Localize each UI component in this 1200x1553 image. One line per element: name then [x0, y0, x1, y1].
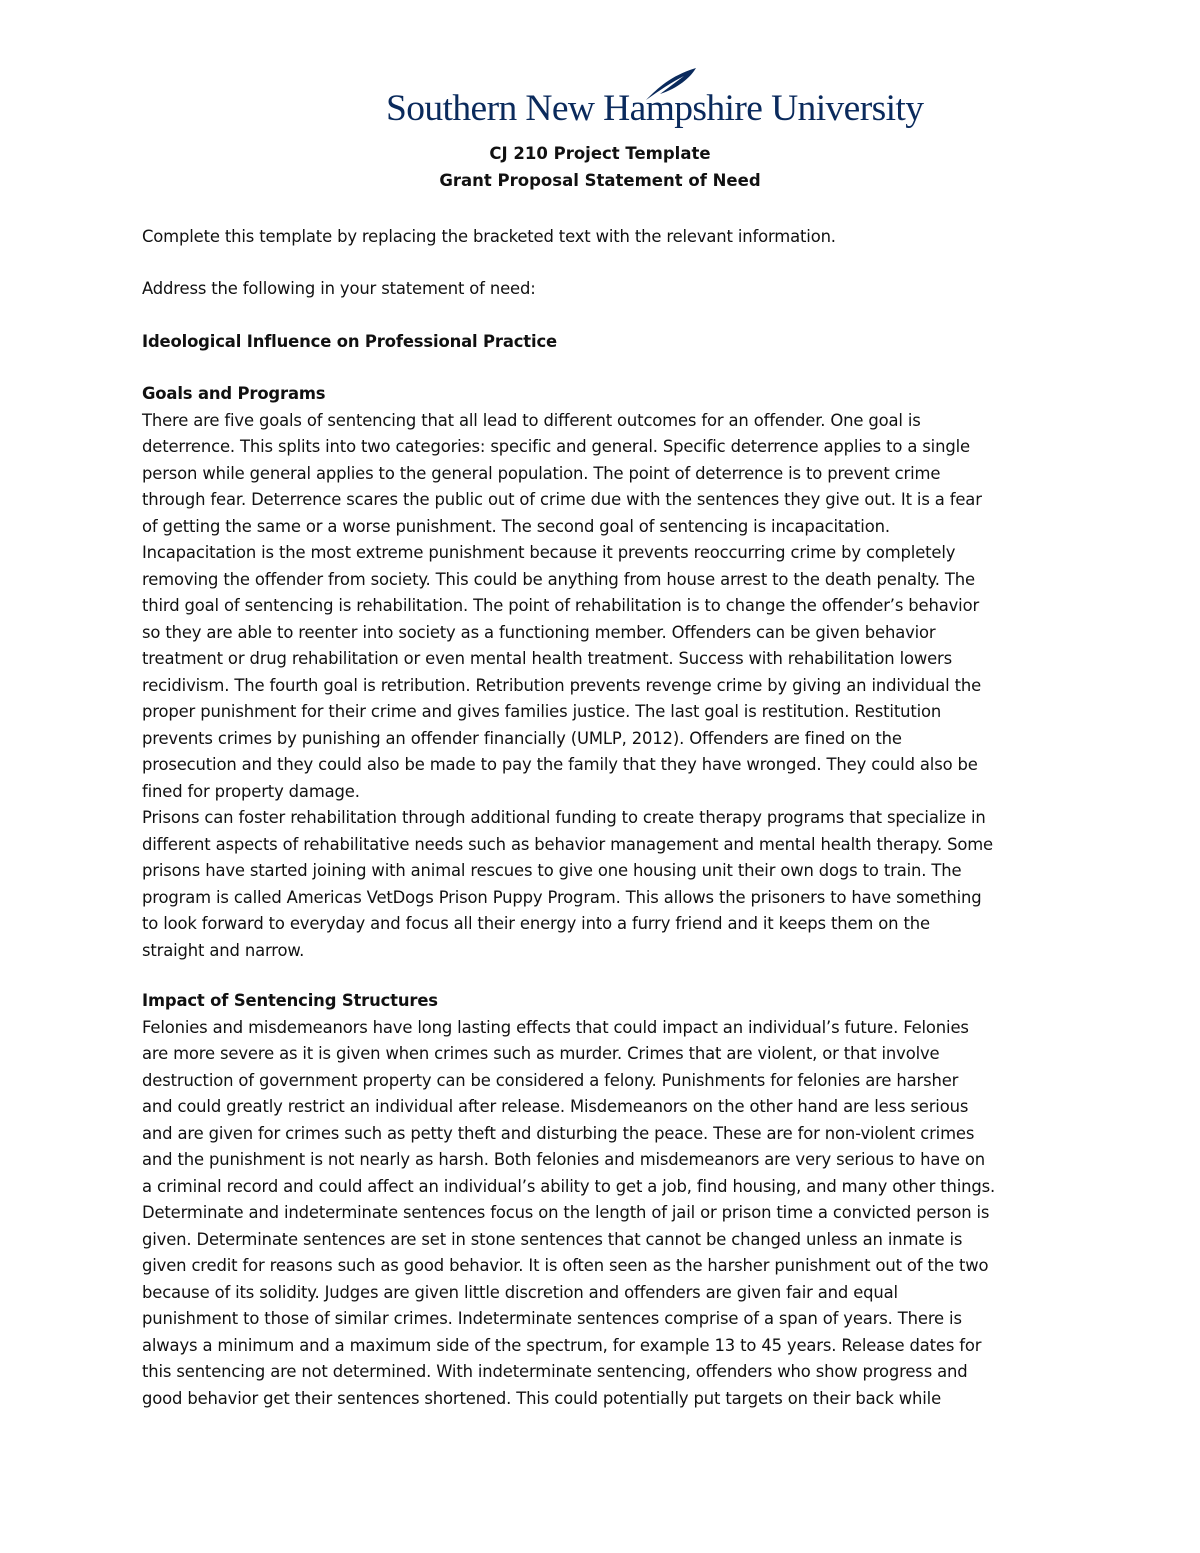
- paragraph-line: different aspects of rehabilitative needs such as behavior management and mental health therapy. Some: [142, 834, 993, 854]
- document-title: CJ 210 Project Template: [489, 144, 711, 163]
- logo-text: Southern New Hampshire University: [386, 88, 924, 129]
- paragraph-line: prosecution and they could also be made to pay the family that they have wronged. They could also be: [142, 755, 978, 774]
- paragraph-line: There are five goals of sentencing that all lead to different outcomes for an offender. One goal is: [142, 410, 921, 430]
- paragraph-line: Prisons can foster rehabilitation through additional funding to create therapy programs that specialize in: [142, 808, 986, 827]
- paragraph-line: through fear. Deterrence scares the public out of crime due with the sentences they give out. It is a fear: [142, 490, 982, 509]
- paragraph-line: to look forward to everyday and focus all their energy into a furry friend and it keeps them on the: [142, 914, 930, 933]
- goals-heading: Goals and Programs: [142, 384, 326, 403]
- paragraph-line: treatment or drug rehabilitation or even mental health treatment. Success with rehabilitation lowers: [142, 649, 953, 668]
- paragraph-line: good behavior get their sentences shortened. This could potentially put targets on their back while: [142, 1388, 942, 1408]
- paragraph-line: third goal of sentencing is rehabilitation. The point of rehabilitation is to change the offender’s behavior: [142, 596, 980, 615]
- paragraph-line: always a minimum and a maximum side of the spectrum, for example 13 to 45 years. Release dates for: [142, 1335, 982, 1355]
- paragraph-line: removing the offender from society. This could be anything from house arrest to the death penalty. The: [142, 569, 975, 589]
- paragraph-line: destruction of government property can be considered a felony. Punishments for felonies are harsher: [142, 1070, 959, 1090]
- paragraph-line: so they are able to reenter into society as a functioning member. Offenders can be given behavior: [142, 622, 936, 642]
- instructions-address: [142, 276, 1062, 303]
- paragraph-line: Incapacitation is the most extreme punishment because it prevents reoccurring crime by completely: [142, 543, 956, 562]
- paragraph-line: a criminal record and could affect an individual’s ability to get a job, find housing, and many other things.: [142, 1176, 996, 1196]
- paragraph-line: and could greatly restrict an individual after release. Misdemeanors on the other hand are less serious: [142, 1097, 969, 1116]
- paragraph-line: given credit for reasons such as good behavior. It is often seen as the harsher punishment out of the two: [142, 1256, 989, 1275]
- paragraph-line: Determinate and indeterminate sentences focus on the length of jail or prison time a convicted person is: [142, 1203, 990, 1222]
- goals-section: [142, 381, 1062, 964]
- paragraph-line: person while general applies to the general population. The point of deterrence is to prevent crime: [142, 463, 941, 483]
- paragraph-line: fined for property damage.: [142, 781, 360, 801]
- paragraph-line: proper punishment for their crime and gives families justice. The last goal is restitution. Restitution: [142, 702, 942, 721]
- paragraph-line: and are given for crimes such as petty theft and disturbing the peace. These are for non-violent crimes: [142, 1123, 975, 1143]
- paragraph-line: straight and narrow.: [142, 940, 305, 960]
- paragraph-line: are more severe as it is given when crimes such as murder. Crimes that are violent, or that involve: [142, 1044, 940, 1063]
- university-logo: [386, 68, 924, 138]
- paragraph-line: prisons have started joining with animal rescues to give one housing unit their own dogs to train. The: [142, 861, 962, 880]
- address-text: Address the following in your statement of need:: [142, 279, 536, 298]
- paragraph-line: because of its solidity. Judges are given little discretion and offenders are given fair and equal: [142, 1282, 898, 1302]
- paragraph-line: punishment to those of similar crimes. Indeterminate sentences comprise of a span of years. There is: [142, 1309, 962, 1328]
- paragraph-line: program is called Americas VetDogs Prison Puppy Program. This allows the prisoners to have something: [142, 887, 982, 907]
- intro-text: Complete this template by replacing the bracketed text with the relevant information.: [142, 227, 836, 246]
- paragraph-line: of getting the same or a worse punishment. The second goal of sentencing is incapacitation.: [142, 516, 890, 536]
- impact-heading: Impact of Sentencing Structures: [142, 991, 438, 1010]
- paragraph-line: Felonies and misdemeanors have long lasting effects that could impact an individual’s future. Felonies: [142, 1017, 969, 1037]
- paragraph-line: and the punishment is not nearly as harsh. Both felonies and misdemeanors are very serious to have on: [142, 1150, 985, 1169]
- paragraph-line: recidivism. The fourth goal is retribution. Retribution prevents revenge crime by giving an individual the: [142, 675, 982, 695]
- paragraph-line: deterrence. This splits into two categories: specific and general. Specific deterrence applies to a single: [142, 437, 970, 456]
- section-heading: [142, 329, 1062, 356]
- impact-section: [142, 988, 1062, 1412]
- paragraph-line: prevents crimes by punishing an offender financially (UMLP, 2012). Offenders are fined on the: [142, 728, 902, 748]
- paragraph-line: this sentencing are not determined. With indeterminate sentencing, offenders who show progress and: [142, 1362, 968, 1381]
- document-subtitle: Grant Proposal Statement of Need: [439, 171, 761, 190]
- instructions-intro: [142, 224, 1062, 251]
- paragraph-line: given. Determinate sentences are set in stone sentences that cannot be changed unless an inmate is: [142, 1229, 963, 1249]
- section-heading-text: Ideological Influence on Professional Practice: [142, 332, 557, 351]
